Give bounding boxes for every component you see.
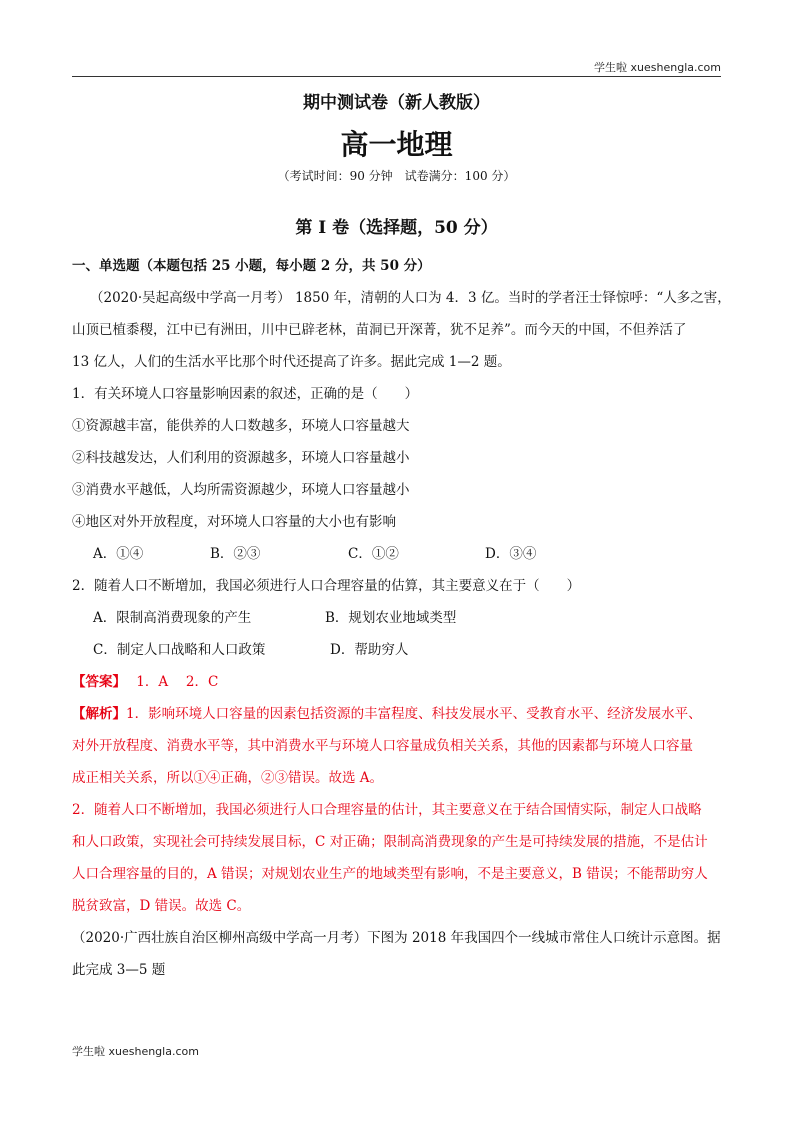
q2-stem: 2．随着人口不断增加，我国必须进行人口合理容量的估算，其主要意义在于（ ） bbox=[72, 578, 581, 594]
q2-option-c: C．制定人口战略和人口政策 bbox=[93, 642, 266, 658]
exam-info: （考试时间：90 分钟 试卷满分：100 分） bbox=[277, 169, 516, 183]
q1-stem: 1．有关环境人口容量影响因素的叙述，正确的是（ ） bbox=[72, 386, 419, 402]
q1-statement-3: ③消费水平越低，人均所需资源越少，环境人口容量越小 bbox=[72, 482, 410, 498]
q1-option-a: A．①④ bbox=[93, 546, 144, 562]
analysis-line-7: 脱贫致富，D 错误。故选 C。 bbox=[72, 898, 251, 914]
analysis-line-6: 人口合理容量的目的，A 错误；对规划农业生产的地域类型有影响，不是主要意义，B 错误；不能帮助穷人 bbox=[72, 866, 708, 882]
exam-title: 高一地理 bbox=[340, 128, 453, 161]
q2-option-b: B．规划农业地域类型 bbox=[325, 610, 457, 626]
section-title: 第 I 卷（选择题，50 分） bbox=[295, 218, 498, 238]
analysis-line-5: 和人口政策，实现社会可持续发展目标，C 对正确；限制高消费现象的产生是可持续发展的措施，不是估计 bbox=[72, 834, 708, 850]
passage1-line3: 13 亿人，人们的生活水平比那个时代还提高了许多。据此完成 1—2 题。 bbox=[72, 354, 511, 370]
part-heading: 一、单选题（本题包括 25 小题，每小题 2 分，共 50 分） bbox=[72, 258, 431, 274]
q1-statement-4: ④地区对外开放程度，对环境人口容量的大小也有影响 bbox=[72, 514, 396, 530]
analysis-line-3: 成正相关关系，所以①④正确，②③错误。故选 A。 bbox=[72, 770, 384, 786]
header-site-label: 学生啦 xueshengla.com bbox=[594, 61, 721, 74]
q1-option-b: B．②③ bbox=[210, 546, 261, 562]
passage1-line1: （2020·吴起高级中学高一月考） 1850 年，清朝的人口为 4．3 亿。当时的学者汪士铎惊呼：“人多之害， bbox=[90, 290, 731, 306]
analysis-line-2: 对外开放程度、消费水平等，其中消费水平与环境人口容量成负相关关系，其他的因素都与环境人口容量 bbox=[72, 738, 693, 754]
q1-option-d: D．③④ bbox=[485, 546, 537, 562]
analysis-text-1: 1．影响环境人口容量的因素包括资源的丰富程度、科技发展水平、受教育水平、经济发展水平、 bbox=[126, 706, 702, 722]
q2-option-a: A．限制高消费现象的产生 bbox=[93, 610, 252, 626]
q2-option-d: D．帮助穷人 bbox=[330, 642, 409, 658]
answer-text: 1．A 2．C bbox=[136, 674, 219, 690]
passage1-line2: 山顶已植黍稷，江中已有洲田，川中已辟老林，苗洞已开深菁，犹不足养”。而今天的中国，不但养活了 bbox=[72, 322, 687, 338]
answer-line bbox=[72, 670, 218, 690]
analysis-label: 【解析】 bbox=[72, 706, 126, 722]
analysis-line-1 bbox=[72, 702, 702, 722]
footer-site-label: 学生啦 xueshengla.com bbox=[72, 1045, 199, 1058]
answer-label: 【答案】 bbox=[72, 674, 126, 690]
exam-subtitle: 期中测试卷（新人教版） bbox=[303, 93, 490, 113]
analysis-line-4: 2．随着人口不断增加，我国必须进行人口合理容量的估计，其主要意义在于结合国情实际，制定人口战略 bbox=[72, 802, 702, 818]
header-divider bbox=[72, 76, 721, 77]
q1-option-c: C．①② bbox=[348, 546, 399, 562]
q1-statement-2: ②科技越发达，人们利用的资源越多，环境人口容量越小 bbox=[72, 450, 410, 466]
passage2-line1: （2020·广西壮族自治区柳州高级中学高一月考）下图为 2018 年我国四个一线城市常住人口统计示意图。据 bbox=[72, 930, 721, 946]
q1-statement-1: ①资源越丰富，能供养的人口数越多，环境人口容量越大 bbox=[72, 418, 410, 434]
passage2-line2: 此完成 3—5 题 bbox=[72, 962, 166, 978]
